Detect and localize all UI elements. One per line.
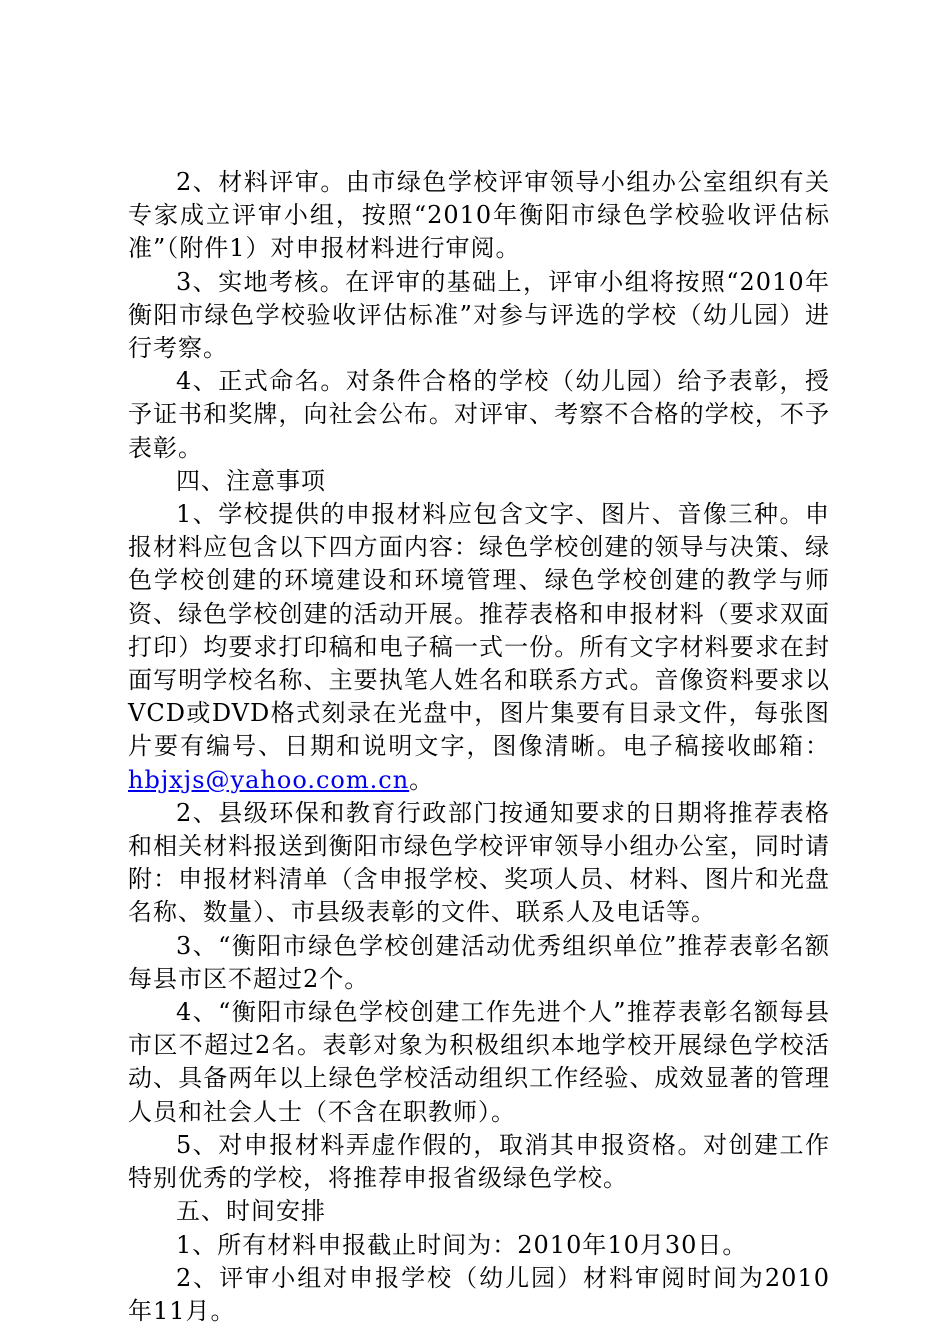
- para-notes-1: [128, 498, 830, 797]
- para-schedule-1: 1、所有材料申报截止时间为：2010年10月30日。: [176, 1230, 748, 1259]
- para-notes-1-text: 1、学校提供的申报材料应包含文字、图片、音像三种。申报材料应包含以下四方面内容：绿色学校创建的领导与决策、绿色学校创建的环境建设和环境管理、绿色学校创建的教学与师资、绿色学校创建的活动开展。推荐表格和申报材料（要求双面打印）均要求打印稿和电子稿一式一份。所有文字材料要求在封面写明学校名称、主要执笔人姓名和联系方式。音像资料要求以VCD或DVD格式刻录在光盘中，图片集要有目录文件，每张图片要有编号、日期和说明文字，图像清晰。电子稿接收邮箱：: [128, 500, 830, 761]
- para-notes-1-end: 。: [409, 765, 435, 794]
- para-site-inspection: 3、实地考核。在评审的基础上，评审小组将按照“2010年衡阳市绿色学校验收评估标准”对参与评选的学校（幼儿园）进行考察。: [128, 267, 830, 363]
- para-notes-2: 2、县级环保和教育行政部门按通知要求的日期将推荐表格和相关材料报送到衡阳市绿色学校评审领导小组办公室，同时请附：申报材料清单（含申报学校、奖项人员、材料、图片和光盘名称、数量）、市县级表彰的文件、联系人及电话等。: [128, 798, 830, 927]
- section-heading-notes: 四、注意事项: [176, 466, 326, 495]
- para-notes-3: 3、“衡阳市绿色学校创建活动优秀组织单位”推荐表彰名额每县市区不超过2个。: [128, 931, 830, 993]
- para-notes-4: 4、“衡阳市绿色学校创建工作先进个人”推荐表彰名额每县市区不超过2名。表彰对象为积极组织本地学校开展绿色学校活动、具备两年以上绿色学校活动组织工作经验、成效显著的管理人员和社会人士（不含在职教师）。: [128, 998, 830, 1126]
- para-formal-naming: 4、正式命名。对条件合格的学校（幼儿园）给予表彰，授予证书和奖牌，向社会公布。对评审、考察不合格的学校，不予表彰。: [128, 367, 830, 462]
- para-material-review: 2、材料评审。由市绿色学校评审领导小组办公室组织有关专家成立评审小组，按照“2010年衡阳市绿色学校验收评估标准”（附件1）对申报材料进行审阅。: [128, 168, 830, 263]
- para-schedule-2: 2、评审小组对申报学校（幼儿园）材料审阅时间为2010年11月。: [128, 1263, 830, 1325]
- document-body: [128, 166, 830, 1328]
- para-notes-5: 5、对申报材料弄虚作假的，取消其申报资格。对创建工作特别优秀的学校，将推荐申报省级绿色学校。: [128, 1130, 830, 1193]
- section-heading-schedule: 五、时间安排: [176, 1197, 326, 1226]
- email-link[interactable]: hbjxjs@yahoo.com.cn: [128, 765, 410, 794]
